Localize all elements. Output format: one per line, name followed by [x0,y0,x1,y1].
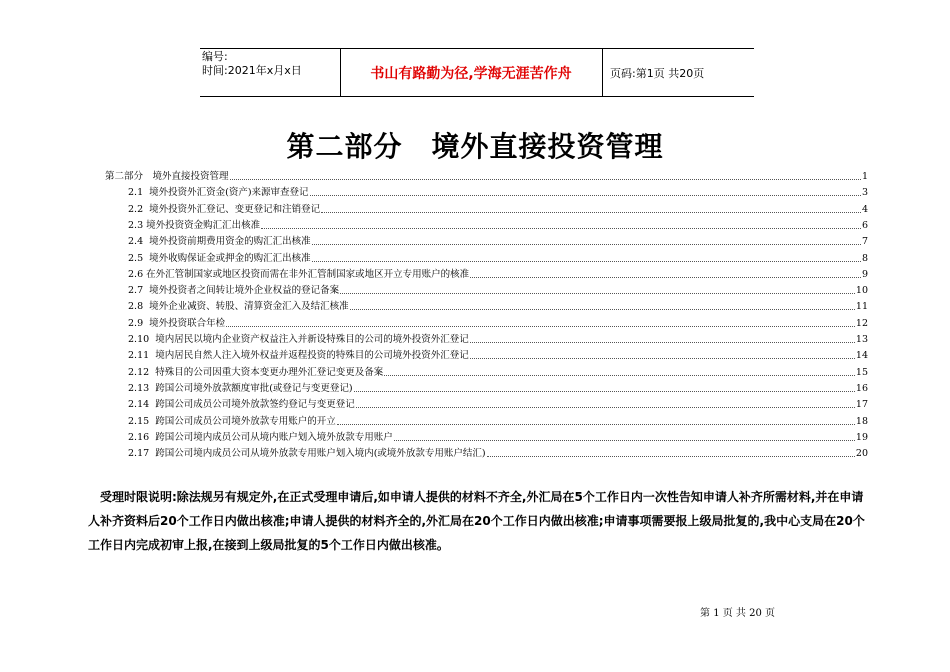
toc-entry[interactable] [128,200,868,216]
toc-entry-title: 2.17 跨国公司境内成员公司从境外放款专用账户划入境内(或境外放款专用账户结汇) [128,448,486,459]
toc-entry-page: 15 [855,367,868,378]
toc-leader-dots [261,228,861,229]
toc-entry-page: 20 [855,448,868,459]
toc-leader-dots [470,277,861,278]
toc-entry-page: 10 [855,285,868,296]
toc-entry[interactable] [128,444,868,460]
toc-entry-page: 14 [855,350,868,361]
toc-entry-title: 2.1 境外投资外汇资金(资产)来源审查登记 [128,187,309,198]
toc-leader-dots [394,440,855,441]
toc-leader-dots [310,195,861,196]
toc-entry-page: 18 [855,416,868,427]
page-footer: 第 1 页 共 20 页 [700,608,775,619]
toc-entry-page: 4 [861,204,868,215]
toc-entry-title: 2.9 境外投资联合年检 [128,318,226,329]
toc-entry-page: 6 [861,220,868,231]
toc-entry[interactable] [128,281,868,297]
toc-entry[interactable] [128,232,868,248]
toc-entry[interactable] [128,379,868,395]
toc-entry-page: 12 [855,318,868,329]
toc-entry-title: 2.5 境外收购保证金或押金的购汇汇出核准 [128,253,311,264]
toc-leader-dots [487,456,855,457]
toc-entry-title: 2.16 跨国公司境内成员公司从境内账户划入境外放款专用账户 [128,432,393,443]
toc-entry[interactable] [128,395,868,411]
toc-leader-dots [321,212,861,213]
toc-entry-page: 13 [855,334,868,345]
toc-entry-title: 2.14 跨国公司成员公司境外放款签约登记与变更登记 [128,399,355,410]
toc-entry[interactable] [128,265,868,281]
toc-entry[interactable] [128,412,868,428]
toc-entry[interactable] [128,297,868,313]
toc-leader-dots [354,391,855,392]
header-page-info: 页码:第1页 共20页 [610,67,705,80]
toc-entry[interactable] [128,363,868,379]
page-header [200,48,754,97]
toc-entry-title: 2.8 境外企业减资、转股、清算资金汇入及结汇核准 [128,301,349,312]
toc-entry[interactable] [128,183,868,199]
toc-entry[interactable] [128,216,868,232]
toc-entry-title: 2.2 境外投资外汇登记、变更登记和注销登记 [128,204,321,215]
toc-entry-page: 3 [861,187,868,198]
header-motto: 书山有路勤为径,学海无涯苦作舟 [370,66,572,82]
page-title: 第二部分 境外直接投资管理 [286,130,664,163]
toc-leader-dots [340,293,855,294]
toc-entry-title: 2.13 跨国公司境外放款额度审批(或登记与变更登记) [128,383,353,394]
toc-entry-title: 2.4 境外投资前期费用资金的购汇汇出核准 [128,236,311,247]
toc-entry-page: 17 [855,399,868,410]
toc-entry[interactable] [128,249,868,265]
header-left [202,50,302,78]
toc-leader-dots [312,261,861,262]
header-divider [602,49,603,96]
document-number-label: 编号: [202,50,228,63]
toc-entry[interactable] [128,330,868,346]
toc-entry-title: 2.10 境内居民以境内企业资产权益注入并新设特殊目的公司的境外投资外汇登记 [128,334,469,345]
toc-leader-dots [470,358,855,359]
toc-leader-dots [230,179,861,180]
toc-entry-title: 2.11 境内居民自然人注入境外权益并返程投资的特殊目的公司境外投资外汇登记 [128,350,469,361]
toc-entry-title: 第二部分 境外直接投资管理 [105,171,229,182]
toc-entry-page: 16 [855,383,868,394]
toc-entry-title: 2.6 在外汇管制国家或地区投资而需在非外汇管制国家或地区开立专用账户的核准 [128,269,470,280]
toc-leader-dots [384,375,855,376]
toc-entry-page: 11 [855,301,868,312]
toc-leader-dots [337,424,855,425]
toc-entry[interactable] [128,428,868,444]
toc-leader-dots [356,407,855,408]
toc-entry-title: 2.3 境外投资资金购汇汇出核准 [128,220,261,231]
toc-entry-page: 7 [861,236,868,247]
toc-leader-dots [470,342,855,343]
toc-leader-dots [312,244,861,245]
processing-time-notice: 受理时限说明:除法规另有规定外,在正式受理申请后,如申请人提供的材料不齐全,外汇局在5个工作日内一次性告知申请人补齐所需材料,并在申请人补齐资料后20个工作日内做出核准;申请人提供的材料齐全的,外汇局在20个工作日内做出核准;申请事项需要报上级局批复的,我中心支局在20个工作日内完成初审上报,在接到上级局批复的5个工作日内做出核准。 [88,490,865,552]
toc-entry-title: 2.15 跨国公司成员公司境外放款专用账户的开立 [128,416,336,427]
toc-entry-title: 2.7 境外投资者之间转让境外企业权益的登记备案 [128,285,340,296]
toc-entry-page: 8 [861,253,868,264]
toc-entry[interactable] [128,314,868,330]
toc-entry-title: 2.12 特殊目的公司因重大资本变更办理外汇登记变更及备案 [128,367,384,378]
toc-entry-page: 19 [855,432,868,443]
document-date: 时间:2021年x月x日 [202,64,302,77]
toc-leader-dots [226,326,855,327]
toc-entry-page: 1 [861,171,868,182]
toc-entry-page: 9 [861,269,868,280]
toc-leader-dots [350,309,855,310]
toc-entry[interactable] [105,167,868,183]
toc-entry[interactable] [128,346,868,362]
